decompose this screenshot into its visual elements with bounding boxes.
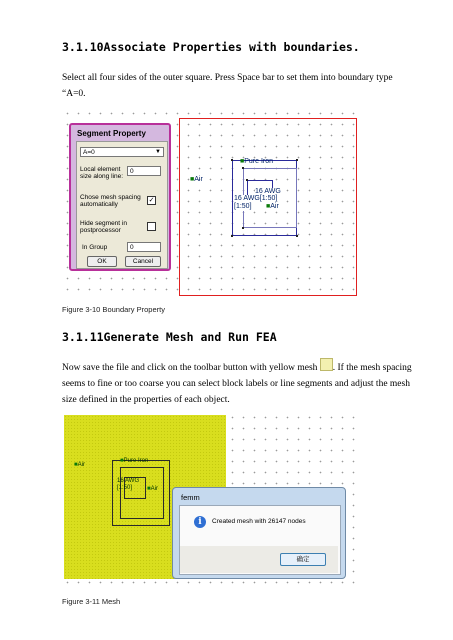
segment-property-dialog bbox=[69, 123, 171, 271]
dialog-title: Segment Property bbox=[77, 129, 146, 138]
section-heading-3-1-10 bbox=[62, 40, 360, 54]
awg-overlap-label: 16 AWG[1:50] [1:50] bbox=[234, 195, 278, 210]
pure-iron-label: ■Pure Iron bbox=[240, 158, 274, 165]
femm-dialog-message: Created mesh with 26147 nodes bbox=[212, 518, 306, 525]
awg-label-2: 16 AWG [1:50] bbox=[117, 478, 140, 491]
dialog-body bbox=[76, 141, 168, 269]
section-heading-3-1-11 bbox=[62, 330, 277, 344]
paragraph-line: Now save the file and click on the toolbar button with yellow mesh . If the mesh spacing bbox=[62, 358, 397, 376]
cancel-button[interactable]: Cancel bbox=[125, 256, 161, 267]
yellow-mesh-toolbar-icon bbox=[320, 358, 333, 371]
in-group-label: In Group bbox=[82, 244, 108, 251]
paragraph-line: “A=0. bbox=[62, 89, 86, 99]
air-label-inner: ■Air bbox=[266, 203, 279, 210]
section-paragraph bbox=[62, 70, 392, 102]
femm-dialog-body bbox=[179, 505, 341, 575]
paragraph-line: seems to fine or too coarse you can select block labels or line segments and adjust the mesh bbox=[62, 379, 410, 389]
info-icon: i bbox=[194, 516, 206, 528]
section-paragraph-2 bbox=[62, 358, 412, 408]
section-title: Generate Mesh and Run FEA bbox=[103, 330, 277, 344]
hide-segment-checkbox[interactable] bbox=[147, 222, 156, 231]
paragraph-line: size defined in the properties of each object. bbox=[62, 395, 230, 405]
boundary-type-value: A=0 bbox=[83, 149, 95, 156]
figure-caption-3-11: Figure 3-11 Mesh bbox=[62, 597, 121, 606]
air-label-outer: ■Air bbox=[190, 176, 203, 183]
ok-button[interactable]: OK bbox=[87, 256, 117, 267]
chevron-down-icon: ▼ bbox=[155, 149, 161, 155]
femm-dialog bbox=[172, 487, 346, 579]
air-label-outer-2: ■Air bbox=[74, 462, 85, 468]
femm-ok-button[interactable]: 确定 bbox=[280, 553, 326, 566]
pure-iron-label-2: ■Pure Iron bbox=[120, 458, 149, 464]
paragraph-line: Select all four sides of the outer square. Press Space bar to set them into boundary type bbox=[62, 73, 393, 83]
section-number: 3.1.11 bbox=[62, 330, 104, 344]
figure-caption-3-10: Figure 3-10 Boundary Property bbox=[62, 305, 165, 314]
in-group-input[interactable]: 0 bbox=[127, 242, 161, 252]
boundary-type-select[interactable] bbox=[80, 147, 164, 157]
hide-segment-label: Hide segment in postprocessor bbox=[80, 220, 127, 234]
section-number: 3.1.10 bbox=[62, 40, 104, 54]
air-label-inner-2: ■Air bbox=[147, 486, 158, 492]
section-title: Associate Properties with boundaries. bbox=[103, 40, 360, 54]
local-element-label: Local element size along line: bbox=[80, 166, 123, 180]
local-element-size-input[interactable]: 0 bbox=[127, 166, 161, 176]
mesh-spacing-label: Chose mesh spacing automatically bbox=[80, 194, 141, 208]
awg-label: 16 AWG bbox=[255, 188, 281, 195]
femm-dialog-title: femm bbox=[181, 493, 200, 502]
mesh-spacing-checkbox[interactable]: ✓ bbox=[148, 196, 155, 204]
